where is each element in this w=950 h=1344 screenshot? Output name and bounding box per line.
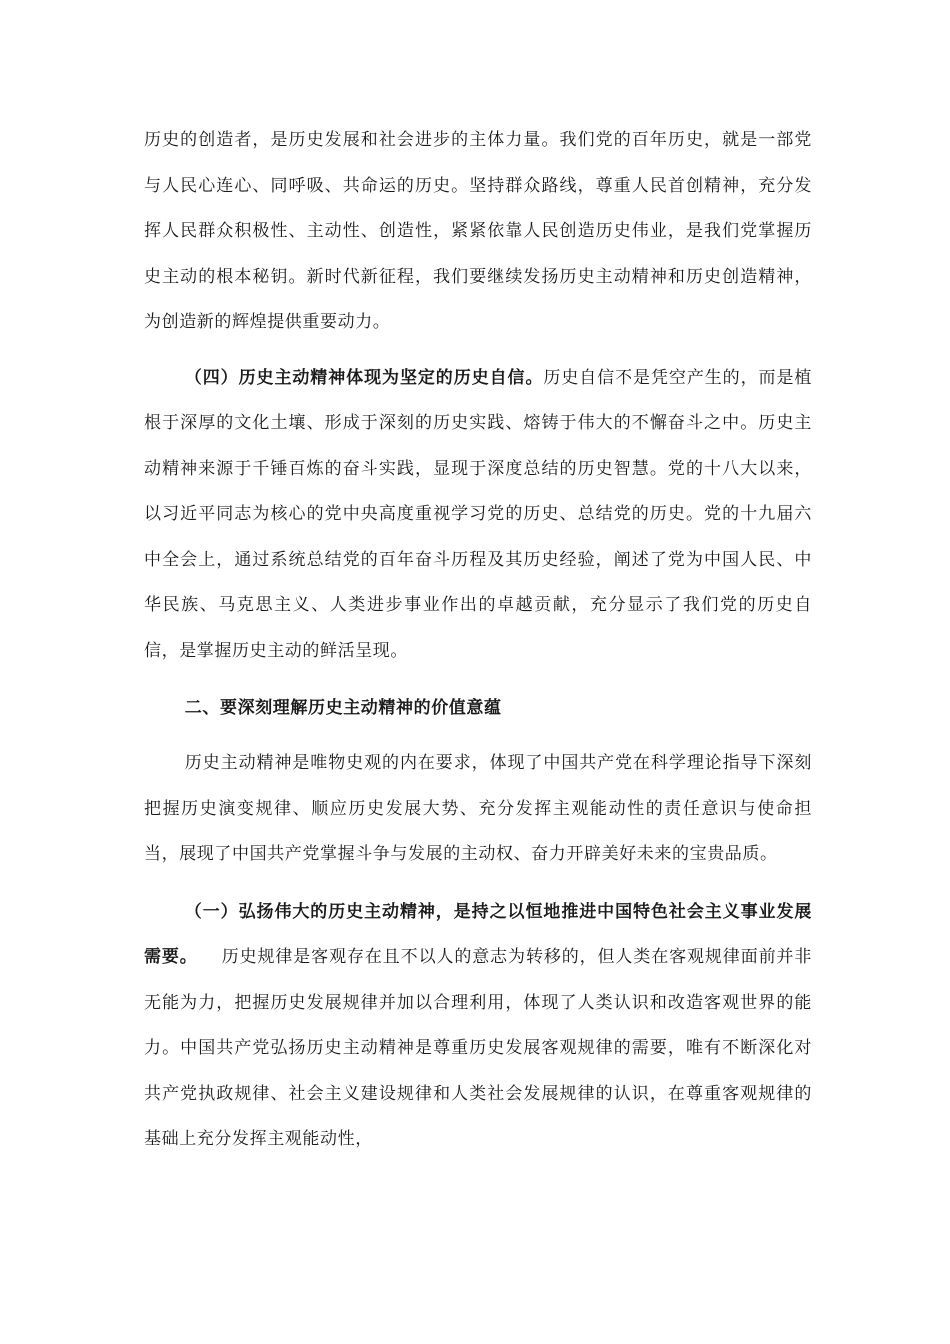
paragraph-lead-four: （四）历史主动精神体现为坚定的历史自信。 [184, 367, 544, 388]
paragraph-body-four: 历史自信不是凭空产生的，而是植根于深厚的文化土壤、形成于深刻的历史实践、熔铸于伟大的不懈奋斗之中。历史主动精神来源于千锤百炼的奋斗实践，显现于深度总结的历史智慧。党的十八大以来，以习近平同志为核心的党中央高度重视学习党的历史、总结党的历史。党的十九届六中全会上，通过系统总结党的百年奋斗历程及其历史经验，阐述了党为中国人民、中华民族、马克思主义、人类进步事业作出的卓越贡献，充分显示了我们党的历史自信，是掌握历史主动的鲜活呈现。 [144, 367, 813, 661]
paragraph-value-meaning: 历史主动精神是唯物史观的内在要求，体现了中国共产党在科学理论指导下深刻把握历史演变规律、顺应历史发展大势、充分发挥主观能动性的责任意识与使命担当，展现了中国共产党掌握斗争与发展的主动权、奋力开辟美好未来的宝贵品质。 [144, 753, 812, 864]
paragraph-body-one: 历史规律是客观存在且不以人的意志为转移的，但人类在客观规律面前并非无能为力，把握历史发展规律并加以合理利用，体现了人类认识和改造客观世界的能力。中国共产党弘扬历史主动精神是尊重历史发展客观规律的需要，唯有不断深化对共产党执政规律、社会主义建设规律和人类社会发展规律的认识，在尊重客观规律的基础上充分发挥主观能动性， [144, 947, 812, 1149]
document-page [144, 118, 812, 1163]
section-heading: 二、要深刻理解历史主动精神的价值意蕴 [184, 698, 502, 718]
paragraph-lead-one: （一）弘扬伟大的历史主动精神，是持之以恒地推进中国特色社会主义事业发展需要。 [144, 901, 812, 967]
paragraph-continued: 历史的创造者，是历史发展和社会进步的主体力量。我们党的百年历史，就是一部党与人民心连心、同呼吸、共命运的历史。坚持群众路线，尊重人民首创精神，充分发挥人民群众积极性、主动性、创造性，紧紧依靠人民创造历史伟业，是我们党掌握历史主动的根本秘钥。新时代新征程，我们要继续发扬历史主动精神和历史创造精神，为创造新的辉煌提供重要动力。 [144, 130, 812, 332]
paragraph-historical-confidence [144, 356, 812, 675]
paragraph-promote-spirit [144, 890, 812, 1163]
